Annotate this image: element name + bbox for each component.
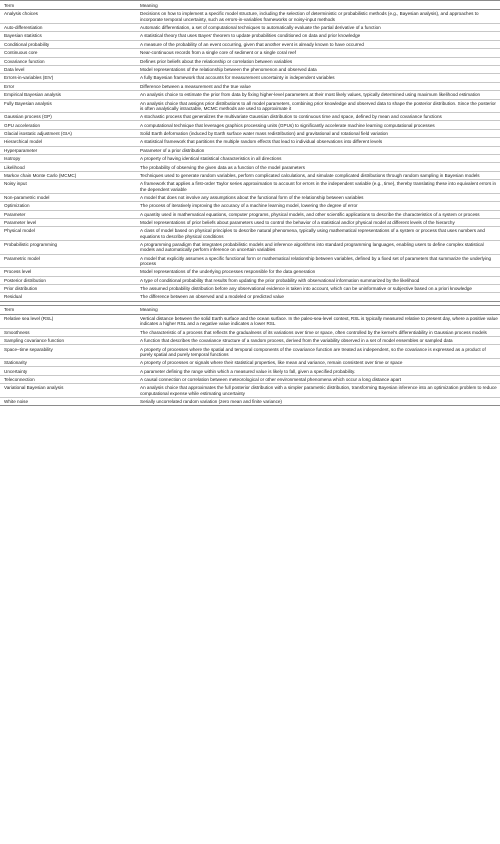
meaning-cell: A property of having identical statistical characteristics in all directions	[136, 155, 500, 163]
meaning-cell: A programming paradigm that integrates probabilistic models and inference algorithms into standard programming languages, enabling users to define complex statistical models and automatically perform inference on uncertain variables	[136, 240, 500, 254]
term-cell: Variational Bayesian analysis	[0, 384, 136, 398]
table-header-row	[0, 1, 500, 10]
table-row	[0, 367, 500, 375]
term-cell: Space–time separability	[0, 345, 136, 359]
term-cell: Probabilistic programming	[0, 240, 136, 254]
meaning-cell: Techniques used to generate random variables, perform complicated calculations, and simulate complicated distributions through random sampling in Bayesian models	[136, 171, 500, 179]
term-cell: GPU acceleration	[0, 121, 136, 129]
table-row	[0, 99, 500, 113]
term-cell: Parameter level	[0, 218, 136, 226]
meaning-cell: Model representations of the underlying processes responsible for the data generation	[136, 268, 500, 276]
table-row	[0, 171, 500, 179]
meaning-cell: The assumed probability distribution before any observational evidence is taken into account, which can be uninformative or subjective based on a priori knowledge	[136, 284, 500, 292]
table-row	[0, 254, 500, 268]
term-cell: Markov chain Monte Carlo (MCMC)	[0, 171, 136, 179]
term-cell: Non-parametric model	[0, 193, 136, 201]
glossary	[0, 0, 500, 406]
term-cell: Noisy input	[0, 180, 136, 194]
table-row	[0, 384, 500, 398]
meaning-cell: The probability of observing the given data as a function of the model parameters	[136, 163, 500, 171]
glossary-body-part-1	[0, 10, 500, 301]
meaning-cell: A computational technique that leverages graphics processing units (GPUs) to significantly accelerate machine learning computational processes	[136, 121, 500, 129]
table-row	[0, 49, 500, 57]
term-cell: Sampling covariance function	[0, 337, 136, 345]
table-row	[0, 328, 500, 336]
term-cell: Optimization	[0, 202, 136, 210]
term-cell: Analysis choices	[0, 10, 136, 24]
meaning-cell: A class of model based on physical principles to describe natural phenomena, typically using mathematical representations of a system or process that uses numbers and equations to describe physical conditions	[136, 227, 500, 241]
term-cell: Gaussian process (GP)	[0, 113, 136, 121]
table-row	[0, 155, 500, 163]
column-header-term: Term	[0, 305, 136, 314]
column-header-term: Term	[0, 1, 136, 10]
meaning-cell: A stochastic process that generalizes the multivariate Gaussian distribution to continuous time and space, defined by mean and covariance functions	[136, 113, 500, 121]
term-cell: Bayesian statistics	[0, 32, 136, 40]
table-row	[0, 23, 500, 31]
table-row	[0, 345, 500, 359]
table-row	[0, 293, 500, 301]
meaning-cell: A model that does not involve any assumptions about the functional form of the relationship between variables	[136, 193, 500, 201]
table-row	[0, 359, 500, 367]
term-cell: Continuous core	[0, 49, 136, 57]
term-cell: Residual	[0, 293, 136, 301]
meaning-cell: Automatic differentiation, a set of computational techniques to automatically evaluate the partial derivative of a function	[136, 23, 500, 31]
glossary-table-part-1	[0, 0, 500, 302]
meaning-cell: The process of iteratively improving the accuracy of a machine learning model, lowering the degree of error	[136, 202, 500, 210]
term-cell: Covariance function	[0, 57, 136, 65]
table-row	[0, 65, 500, 73]
column-header-meaning: Meaning	[136, 305, 500, 314]
term-cell: White noise	[0, 397, 136, 405]
meaning-cell: Model representations of prior beliefs about parameters used to control the behavior of a statistical and/or physical model at different levels of the hierarchy	[136, 218, 500, 226]
meaning-cell: Solid Earth deformation (induced by Earth surface water mass redistribution) and gravitational and rotational field variation	[136, 129, 500, 137]
meaning-cell: A fully Bayesian framework that accounts for measurement uncertainty in independent variables	[136, 74, 500, 82]
table-row	[0, 227, 500, 241]
table-row	[0, 193, 500, 201]
term-cell: Teleconnection	[0, 375, 136, 383]
table-row	[0, 397, 500, 405]
table-row	[0, 113, 500, 121]
meaning-cell: A model that explicitly assumes a specific functional form or mathematical relationship between variables, defined by a fixed set of parameters that summarize the underlying process	[136, 254, 500, 268]
term-cell: Data level	[0, 65, 136, 73]
table-row	[0, 240, 500, 254]
table-header-row	[0, 305, 500, 314]
glossary-body-part-2	[0, 315, 500, 406]
meaning-cell: Difference between a measurement and the true value	[136, 82, 500, 90]
table-row	[0, 82, 500, 90]
term-cell: Relative sea level (RSL)	[0, 315, 136, 329]
table-row	[0, 129, 500, 137]
table-row	[0, 218, 500, 226]
table-row	[0, 10, 500, 24]
meaning-cell: Defines prior beliefs about the relationship or correlation between variables	[136, 57, 500, 65]
table-row	[0, 32, 500, 40]
term-cell: Hierarchical model	[0, 138, 136, 146]
table-row	[0, 202, 500, 210]
meaning-cell: A property of processes where the spatial and temporal components of the covariance function are treated as independent, so the covariance is expressed as a product of purely spatial and purely temporal functions	[136, 345, 500, 359]
table-row	[0, 284, 500, 292]
term-cell: Likelihood	[0, 163, 136, 171]
term-cell: Hyperparameter	[0, 146, 136, 154]
term-cell: Glacial isostatic adjustment (GIA)	[0, 129, 136, 137]
table-row	[0, 163, 500, 171]
term-cell: Error	[0, 82, 136, 90]
column-header-meaning: Meaning	[136, 1, 500, 10]
meaning-cell: A framework that applies a first-order Taylor series approximation to account for errors in the independent variable (e.g., time), thereby translating these into equivalent errors in the dependent variable	[136, 180, 500, 194]
term-cell: Uncertainty	[0, 367, 136, 375]
meaning-cell: A type of conditional probability that results from updating the prior probability with observational information summarized by the likelihood	[136, 276, 500, 284]
term-cell: Parametric model	[0, 254, 136, 268]
table-row	[0, 337, 500, 345]
term-cell: Prior distribution	[0, 284, 136, 292]
meaning-cell: Near-continuous records from a single core of sediment or a single coral reef	[136, 49, 500, 57]
term-cell: Posterior distribution	[0, 276, 136, 284]
table-row	[0, 315, 500, 329]
meaning-cell: A parameter defining the range within which a measured value is likely to fall, given a specified probability.	[136, 367, 500, 375]
meaning-cell: An analysis choice that assigns prior distributions to all model parameters, combining prior knowledge and observed data to shape the posterior distribution. Since the posterior is often analytically intractable, MCMC methods are used to approximate it	[136, 99, 500, 113]
term-cell: Auto-differentiation	[0, 23, 136, 31]
meaning-cell: A function that describes the covariance structure of a random process, derived from the variability observed in a set of model ensembles or sampled data	[136, 337, 500, 345]
meaning-cell: An analysis choice to estimate the prior from data by fixing higher-level parameters at their most likely values, typically determined using maximum likelihood estimation	[136, 91, 500, 99]
term-cell: Stationarity	[0, 359, 136, 367]
term-cell: Conditional probability	[0, 40, 136, 48]
meaning-cell: Vertical distance between the solid Earth surface and the ocean surface. In the paleo-sea-level context, RSL is typically measured relative to present day, where a positive value indicates a higher RSL and a negative value indicates a lower RSL	[136, 315, 500, 329]
meaning-cell: A measure of the probability of an event occurring, given that another event is already known to have occurred	[136, 40, 500, 48]
meaning-cell: A causal connection or correlation between meteorological or other environmental phenomena which occur a long distance apart	[136, 375, 500, 383]
term-cell: Process level	[0, 268, 136, 276]
meaning-cell: The characteristic of a process that reflects the gradualness of its variations over time or space, often controlled by the kernel’s differentiability in Gaussian process models	[136, 328, 500, 336]
meaning-cell: An analysis choice that approximates the full posterior distribution with a simpler parametric distribution, transforming Bayesian inference into an optimization problem to reduce computational expense while estimating uncertainty	[136, 384, 500, 398]
term-cell: Smoothness	[0, 328, 136, 336]
meaning-cell: A quantity used in mathematical equations, computer programs, physical models, and other scientific applications to describe the characteristics of a system or process	[136, 210, 500, 218]
term-cell: Isotropy	[0, 155, 136, 163]
table-row	[0, 57, 500, 65]
table-row	[0, 91, 500, 99]
meaning-cell: A property of processes or signals where their statistical properties, like mean and variance, remain consistent over time or space	[136, 359, 500, 367]
table-row	[0, 121, 500, 129]
table-row	[0, 146, 500, 154]
term-cell: Parameter	[0, 210, 136, 218]
term-cell: Physical model	[0, 227, 136, 241]
table-row	[0, 276, 500, 284]
table-row	[0, 180, 500, 194]
term-cell: Fully Bayesian analysis	[0, 99, 136, 113]
meaning-cell: Serially uncorrelated random variation (zero mean and finite variance)	[136, 397, 500, 405]
term-cell: Empirical Bayesian analysis	[0, 91, 136, 99]
table-row	[0, 138, 500, 146]
meaning-cell: A statistical framework that partitions the multiple random effects that lead to individual observations into different levels	[136, 138, 500, 146]
table-row	[0, 210, 500, 218]
table-row	[0, 268, 500, 276]
table-row	[0, 74, 500, 82]
meaning-cell: Parameter of a prior distribution	[136, 146, 500, 154]
table-row	[0, 40, 500, 48]
glossary-table-part-2	[0, 305, 500, 407]
meaning-cell: The difference between an observed and a modeled or predicted value	[136, 293, 500, 301]
meaning-cell: Decisions on how to implement a specific model structure, including the selection of deterministic or probabilistic methods (e.g., Bayesian analysis), and approaches to incorporate temporal uncertainty, such as errors-in-variables frameworks or noisy-input methods	[136, 10, 500, 24]
meaning-cell: Model representations of the relationship between the phenomenon and observed data	[136, 65, 500, 73]
table-row	[0, 375, 500, 383]
term-cell: Errors-in-variables (EIV)	[0, 74, 136, 82]
meaning-cell: A statistical theory that uses Bayes’ theorem to update probabilities conditioned on data and prior knowledge	[136, 32, 500, 40]
